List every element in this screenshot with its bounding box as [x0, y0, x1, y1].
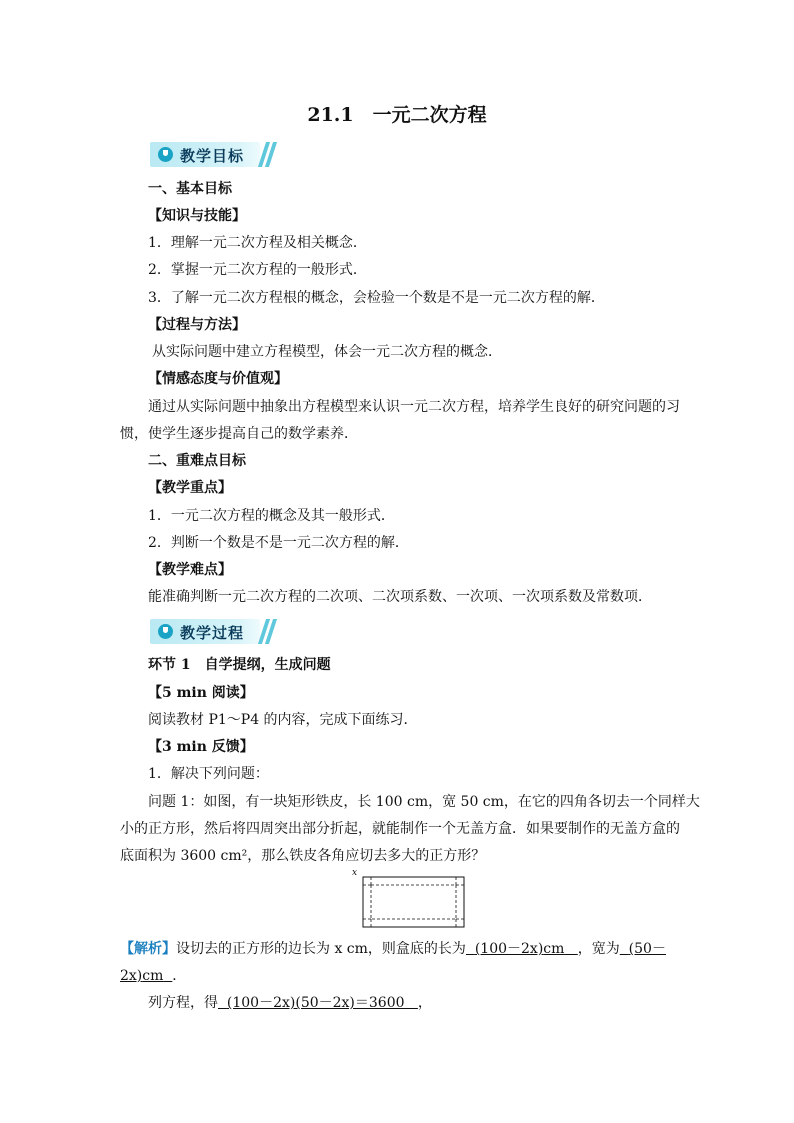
- process-method-heading: 【过程与方法】: [148, 317, 246, 333]
- goal-item-1: 1．理解一元二次方程及相关概念．: [148, 235, 367, 251]
- difficulty-text: 能准确判断一元二次方程的二次项、二次项系数、一次项、一次项系数及常数项．: [148, 589, 652, 605]
- attitude-heading: 【情感态度与价值观】: [148, 371, 288, 387]
- teaching-focus-heading: 【教学重点】: [148, 480, 232, 496]
- problem-1-line1: 问题 1：如图，有一块矩形铁皮，长 100 cm，宽 50 cm，在它的四角各切去一个同样大: [148, 794, 700, 810]
- knowledge-skills-heading: 【知识与技能】: [148, 208, 246, 224]
- goal-item-2: 2．掌握一元二次方程的一般形式．: [148, 262, 367, 278]
- equation-line: 列方程，得 (100－2x)(50－2x)＝3600 ，: [148, 995, 432, 1011]
- analysis-line2: 2x)cm ．: [120, 968, 187, 984]
- page-title: 21.1 一元二次方程: [307, 104, 487, 126]
- reading-time-heading: 【5 min 阅读】: [148, 685, 254, 701]
- section-badge-process: [150, 619, 274, 644]
- reading-instructions: 阅读教材 P1～P4 的内容，完成下面练习．: [148, 712, 418, 728]
- section-title-process: 教学过程: [180, 624, 245, 642]
- key-difficult-heading: 二、重难点目标: [148, 453, 246, 469]
- teaching-difficulty-heading: 【教学难点】: [148, 562, 232, 578]
- analysis-text-2: ，宽为: [577, 941, 620, 957]
- exercise-intro: 1．解决下列问题：: [148, 766, 269, 782]
- focus-item-1: 1．一元二次方程的概念及其一般形式．: [148, 508, 395, 524]
- analysis-line1: [120, 940, 666, 958]
- analysis-tag: 【解析】: [120, 941, 176, 957]
- sheet-diagram: [361, 873, 466, 928]
- process-method-text: 从实际问题中建立方程模型，体会一元二次方程的概念．: [152, 344, 502, 360]
- attitude-text-line2: 惯，使学生逐步提高自己的数学素养．: [120, 426, 358, 442]
- blank-equation: (100－2x)(50－2x)＝3600: [226, 995, 405, 1011]
- problem-1-line3: 底面积为 3600 cm²，那么铁皮各角应切去多大的正方形？: [120, 848, 486, 864]
- problem-1-line2: 小的正方形，然后将四周突出部分折起，就能制作一个无盖方盒．如果要制作的无盖方盒的: [120, 821, 680, 837]
- section-title-goals: 教学目标: [180, 147, 245, 165]
- trophy-icon: [158, 624, 173, 639]
- analysis-text-1: 设切去的正方形的边长为 x cm，则盒底的长为: [176, 941, 466, 957]
- blank-box-width-part1: (50－: [628, 941, 666, 957]
- figure-label-x: x: [352, 868, 358, 878]
- focus-item-2: 2．判断一个数是不是一元二次方程的解．: [148, 535, 409, 551]
- basic-goals-heading: 一、基本目标: [148, 181, 232, 197]
- step-1-heading: 环节 1 自学提纲，生成问题: [148, 657, 331, 673]
- attitude-text-line1: 通过从实际问题中抽象出方程模型来认识一元二次方程，培养学生良好的研究问题的习: [148, 399, 680, 415]
- blank-box-width-part2: 2x)cm: [120, 968, 164, 984]
- blank-box-length: (100－2x)cm: [474, 941, 565, 957]
- trophy-icon: [158, 147, 173, 162]
- goal-item-3: 3．了解一元二次方程根的概念，会检验一个数是不是一元二次方程的解．: [148, 290, 605, 306]
- section-badge-goals: [150, 142, 274, 167]
- feedback-time-heading: 【3 min 反馈】: [148, 739, 254, 755]
